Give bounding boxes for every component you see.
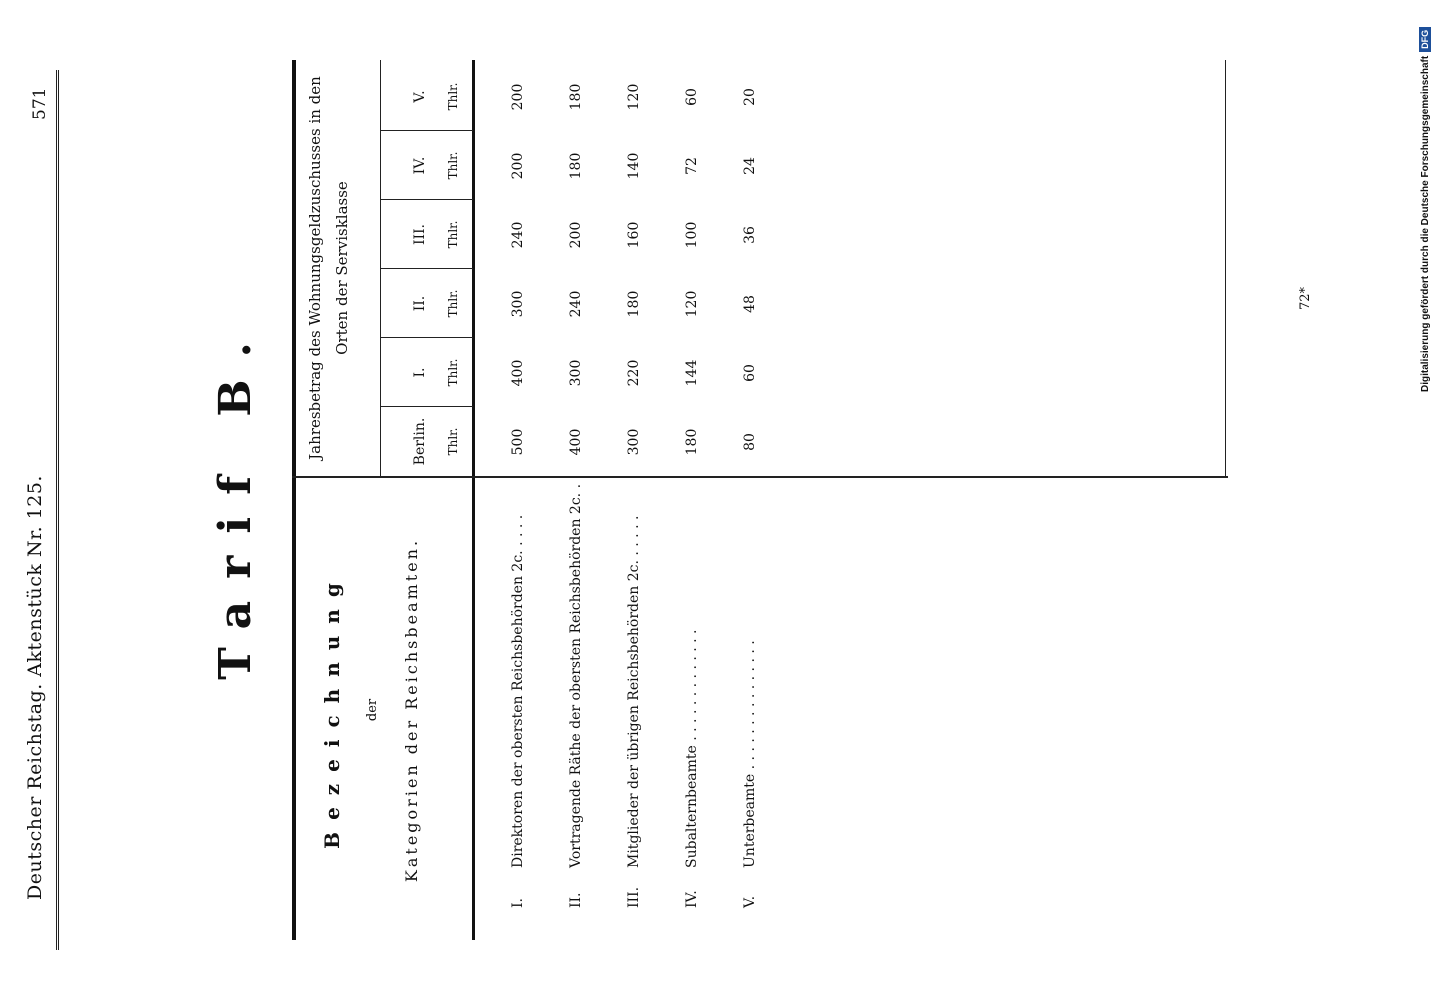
group-header-line1: Jahresbetrag des Wohnungsgeldzuschusses in den [306, 76, 324, 460]
table-cell: 80 [742, 433, 758, 451]
header-rule-2 [58, 70, 59, 950]
table-cell: 220 [626, 359, 642, 387]
column-header: II. [412, 295, 428, 312]
table-cell: 300 [568, 359, 584, 387]
row-number: V. [742, 895, 758, 908]
table-cell: 72 [684, 157, 700, 175]
table-cell: 60 [742, 364, 758, 382]
footer-note: 72* [1298, 286, 1313, 310]
table-cell: 240 [568, 290, 584, 318]
table-cell: 24 [742, 157, 758, 175]
column-unit: Thlr. [446, 82, 460, 111]
page-title: Tarif B. [210, 320, 261, 680]
running-head: Deutscher Reichstag. Aktenstück Nr. 125. [24, 475, 46, 900]
table-cell: 60 [684, 88, 700, 106]
table-cell: 20 [742, 88, 758, 106]
table-cell: 400 [568, 428, 584, 456]
column-divider [381, 130, 473, 131]
column-unit: Thlr. [446, 220, 460, 249]
page-number: 571 [30, 87, 50, 120]
table-cell: 180 [568, 152, 584, 180]
table-cell: 36 [742, 226, 758, 244]
table-cell: 180 [684, 428, 700, 456]
row-number: III. [626, 886, 642, 908]
table-cell: 500 [510, 428, 526, 456]
table-cell: 200 [568, 221, 584, 249]
dfg-banner [1416, 0, 1432, 1000]
table-cell: 120 [684, 290, 700, 318]
table-cell: 200 [510, 152, 526, 180]
row-label: Direktoren der obersten Reichsbehörden 2c. . . . . [510, 514, 526, 868]
row-number: IV. [684, 890, 700, 908]
column-divider [381, 337, 473, 338]
group-header-line2: Orten der Servisklasse [333, 181, 351, 355]
table-cell: 180 [626, 290, 642, 318]
dfg-logo: DFG [1419, 27, 1431, 52]
row-number: I. [510, 898, 526, 908]
table-column-divider [292, 476, 1228, 478]
column-header: IV. [412, 156, 428, 175]
row-label: Subalternbeamte . . . . . . . . . . . . . [684, 629, 700, 868]
left-header-small: der [365, 698, 380, 722]
table-cell: 300 [510, 290, 526, 318]
table-cell: 300 [626, 428, 642, 456]
row-label: Mitglieder der übrigen Reichsbehörden 2c. . . . . . [626, 515, 642, 868]
column-unit: Thlr. [446, 427, 460, 456]
group-header [302, 60, 356, 476]
dfg-text: Digitalisierung gefördert durch die Deutsche Forschungsgemeinschaft [1419, 55, 1431, 392]
table-cell: 160 [626, 221, 642, 249]
row-label: Vortragende Räthe der obersten Reichsbehörden 2c. . [568, 483, 584, 868]
column-unit: Thlr. [446, 358, 460, 387]
table-cell: 140 [626, 152, 642, 180]
table-bottom-rule [1225, 60, 1226, 478]
table-cell: 200 [510, 83, 526, 111]
column-header: Berlin. [412, 417, 428, 466]
table-cell: 144 [684, 359, 700, 387]
table-header-rule [472, 60, 475, 940]
header-rule [56, 70, 57, 950]
column-divider [381, 406, 473, 407]
table-cell: 240 [510, 221, 526, 249]
table-cell: 100 [684, 221, 700, 249]
left-header-sub: Kategorien der Reichsbeamten. [402, 537, 421, 883]
table-top-rule [292, 60, 296, 940]
column-header: III. [412, 223, 428, 246]
row-number: II. [568, 892, 584, 908]
table-cell: 180 [568, 83, 584, 111]
column-unit: Thlr. [446, 289, 460, 318]
column-header: I. [412, 367, 428, 378]
column-divider [381, 268, 473, 269]
column-divider [381, 199, 473, 200]
column-header: V. [412, 90, 428, 103]
table-cell: 120 [626, 83, 642, 111]
table-cell: 48 [742, 295, 758, 313]
row-label: Unterbeamte . . . . . . . . . . . . . . . [742, 640, 758, 868]
column-unit: Thlr. [446, 151, 460, 180]
table-cell: 400 [510, 359, 526, 387]
left-header-title: Bezeichnung [320, 571, 344, 849]
